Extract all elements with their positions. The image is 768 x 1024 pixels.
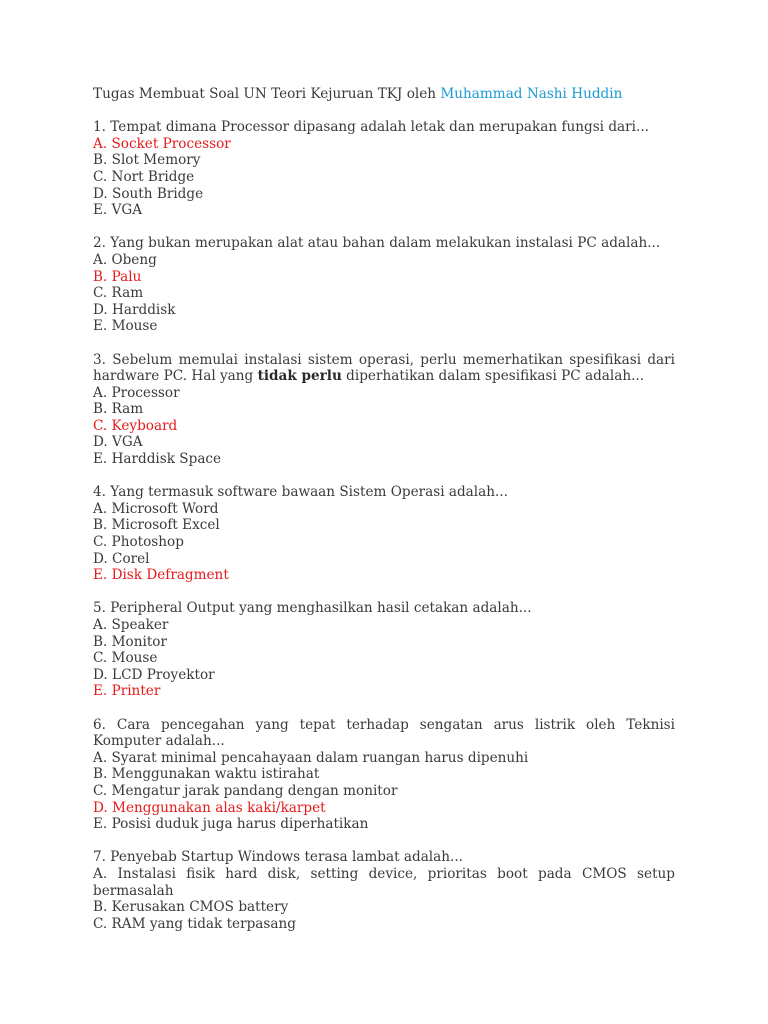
- option-a: A. Instalasi fisik hard disk, setting device, prioritas boot pada CMOS setup bermasalah: [93, 865, 675, 899]
- title-prefix: Tugas Membuat Soal UN Teori Kejuruan TKJ oleh: [93, 86, 437, 102]
- option-b: B. Monitor: [93, 633, 167, 650]
- stem-emphasis: tidak perlu: [257, 368, 342, 385]
- option-c: C. RAM yang tidak terpasang: [93, 915, 296, 932]
- question-6: [93, 717, 675, 833]
- option-d: D. VGA: [93, 434, 143, 451]
- option-c: C. Mouse: [93, 650, 158, 667]
- question-3: [93, 352, 675, 468]
- option-c: C. Photoshop: [93, 534, 184, 551]
- option-a: A. Microsoft Word: [93, 500, 219, 517]
- question-stem: 1. Tempat dimana Processor dipasang adalah letak dan merupakan fungsi dari...: [93, 119, 649, 136]
- option-b: B. Microsoft Excel: [93, 517, 220, 534]
- document-page: [93, 86, 675, 932]
- option-a: A. Obeng: [93, 251, 157, 268]
- option-d: D. LCD Proyektor: [93, 666, 215, 683]
- option-e: E. Printer: [93, 683, 161, 700]
- option-e: E. Posisi duduk juga harus diperhatikan: [93, 816, 369, 833]
- option-b: B. Palu: [93, 268, 142, 285]
- question-4: [93, 484, 675, 584]
- question-stem: 6. Cara pencegahan yang tepat terhadap sengatan arus listrik oleh Teknisi Komputer adalah...: [93, 716, 675, 750]
- question-stem: [93, 352, 675, 385]
- option-d: D. Harddisk: [93, 301, 176, 318]
- option-d: D. South Bridge: [93, 185, 204, 202]
- option-a: A. Processor: [93, 384, 180, 401]
- option-b: B. Ram: [93, 401, 144, 418]
- question-5: [93, 600, 675, 700]
- option-c: C. Nort Bridge: [93, 168, 195, 185]
- option-c: C. Mengatur jarak pandang dengan monitor: [93, 782, 398, 799]
- question-1: [93, 119, 675, 219]
- option-b: B. Kerusakan CMOS battery: [93, 899, 289, 916]
- option-b: B. Slot Memory: [93, 152, 201, 169]
- option-b: B. Menggunakan waktu istirahat: [93, 766, 320, 783]
- option-d: D. Corel: [93, 550, 150, 567]
- option-e: E. VGA: [93, 202, 143, 219]
- option-a: A. Speaker: [93, 617, 169, 633]
- option-e: E. Harddisk Space: [93, 451, 222, 468]
- question-stem: 5. Peripheral Output yang menghasilkan hasil cetakan adalah...: [93, 600, 532, 617]
- question-2: [93, 235, 675, 335]
- option-d: D. Menggunakan alas kaki/karpet: [93, 799, 326, 816]
- option-e: E. Mouse: [93, 318, 158, 335]
- option-c: C. Keyboard: [93, 417, 178, 434]
- question-stem: 2. Yang bukan merupakan alat atau bahan dalam melakukan instalasi PC adalah...: [93, 235, 661, 252]
- option-a: A. Socket Processor: [93, 135, 231, 152]
- document-title: [93, 86, 675, 103]
- author-name: Muhammad Nashi Huddin: [440, 86, 623, 102]
- question-stem: 4. Yang termasuk software bawaan Sistem Operasi adalah...: [93, 484, 508, 501]
- option-a: A. Syarat minimal pencahayaan dalam ruangan harus dipenuhi: [93, 749, 529, 766]
- option-c: C. Ram: [93, 285, 144, 302]
- stem-after: diperhatikan dalam spesifikasi PC adalah...: [341, 368, 645, 385]
- question-stem: 7. Penyebab Startup Windows terasa lambat adalah...: [93, 849, 463, 866]
- question-7: [93, 849, 675, 932]
- option-e: E. Disk Defragment: [93, 567, 229, 584]
- stem-before: 3. Sebelum memulai instalasi sistem operasi, perlu memerhatikan spesifikasi dari hardware PC. Hal yang: [93, 351, 675, 385]
